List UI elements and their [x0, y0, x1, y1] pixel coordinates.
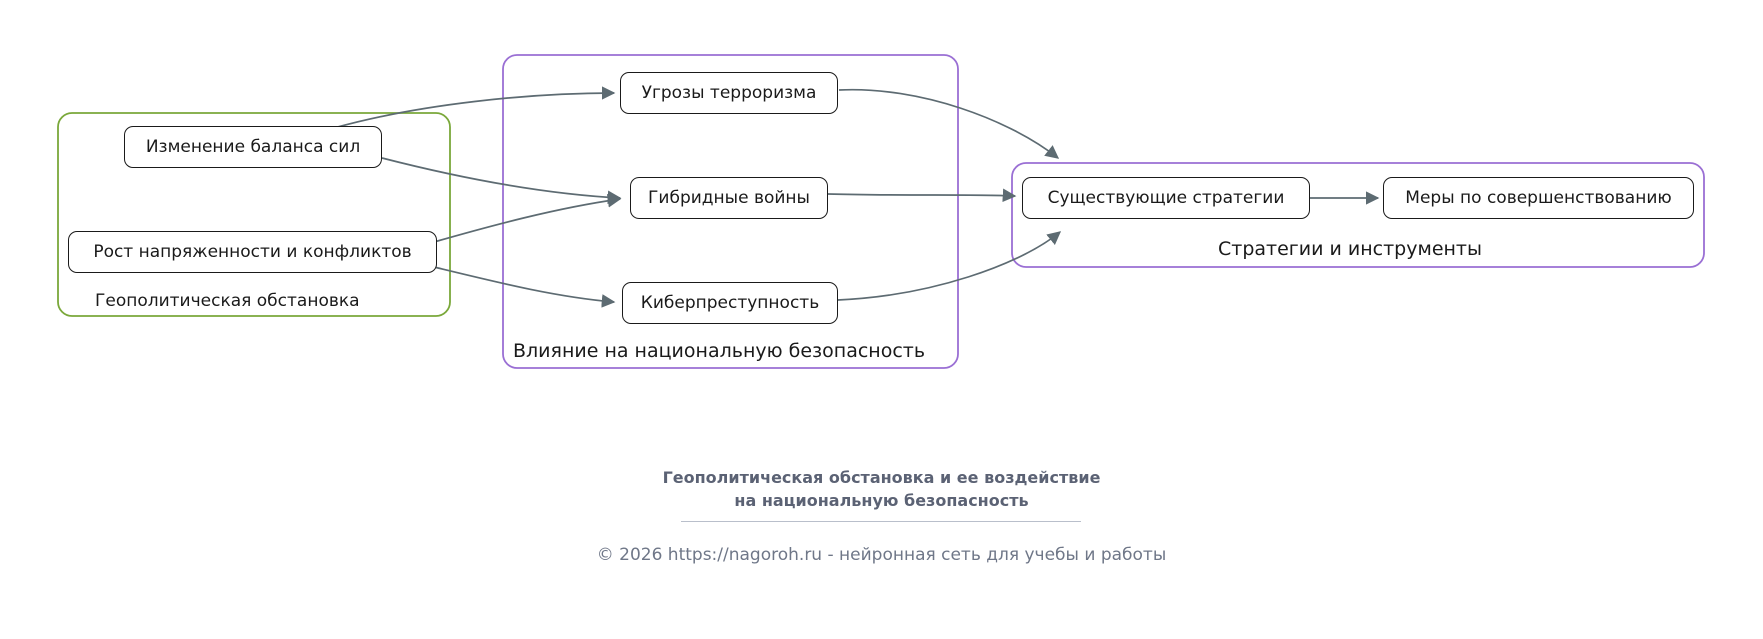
- edge-terror-existing: [839, 90, 1058, 158]
- node-measures-label: Меры по совершенствованию: [1405, 187, 1672, 208]
- edge-balance-terror: [334, 93, 614, 128]
- footer-divider: [681, 521, 1081, 522]
- node-terror[interactable]: [620, 72, 838, 114]
- edge-hybrid-existing: [828, 194, 1015, 196]
- footer-title: [0, 466, 1763, 512]
- node-hybrid[interactable]: [630, 177, 828, 219]
- node-hybrid-label: Гибридные войны: [648, 187, 810, 208]
- node-existing[interactable]: [1022, 177, 1310, 219]
- footer-credit: © 2026 https://nagoroh.ru - нейронная сеть для учебы и работы: [596, 545, 1167, 565]
- node-balance[interactable]: [124, 126, 382, 168]
- cluster-label-geopolitics: Геополитическая обстановка: [95, 291, 360, 311]
- footer-title-line1: Геополитическая обстановка и ее воздействие: [662, 468, 1101, 487]
- node-cyber-label: Киберпреступность: [640, 292, 820, 313]
- node-measures[interactable]: [1383, 177, 1694, 219]
- edge-balance-hybrid: [382, 158, 620, 198]
- node-existing-label: Существующие стратегии: [1047, 187, 1285, 208]
- node-tension[interactable]: [68, 231, 437, 273]
- edge-cyber-existing: [838, 232, 1060, 300]
- cluster-label-national-security: Влияние на национальную безопасность: [513, 340, 926, 362]
- edge-tension-cyber: [434, 267, 614, 302]
- cluster-label-strategies: Стратегии и инструменты: [1218, 238, 1483, 260]
- node-tension-label: Рост напряженности и конфликтов: [93, 241, 412, 262]
- node-balance-label: Изменение баланса сил: [145, 136, 361, 157]
- edge-tension-hybrid: [434, 199, 620, 242]
- node-terror-label: Угрозы терроризма: [641, 82, 817, 103]
- node-cyber[interactable]: [622, 282, 838, 324]
- footer-title-line2: на национальную безопасность: [734, 491, 1029, 511]
